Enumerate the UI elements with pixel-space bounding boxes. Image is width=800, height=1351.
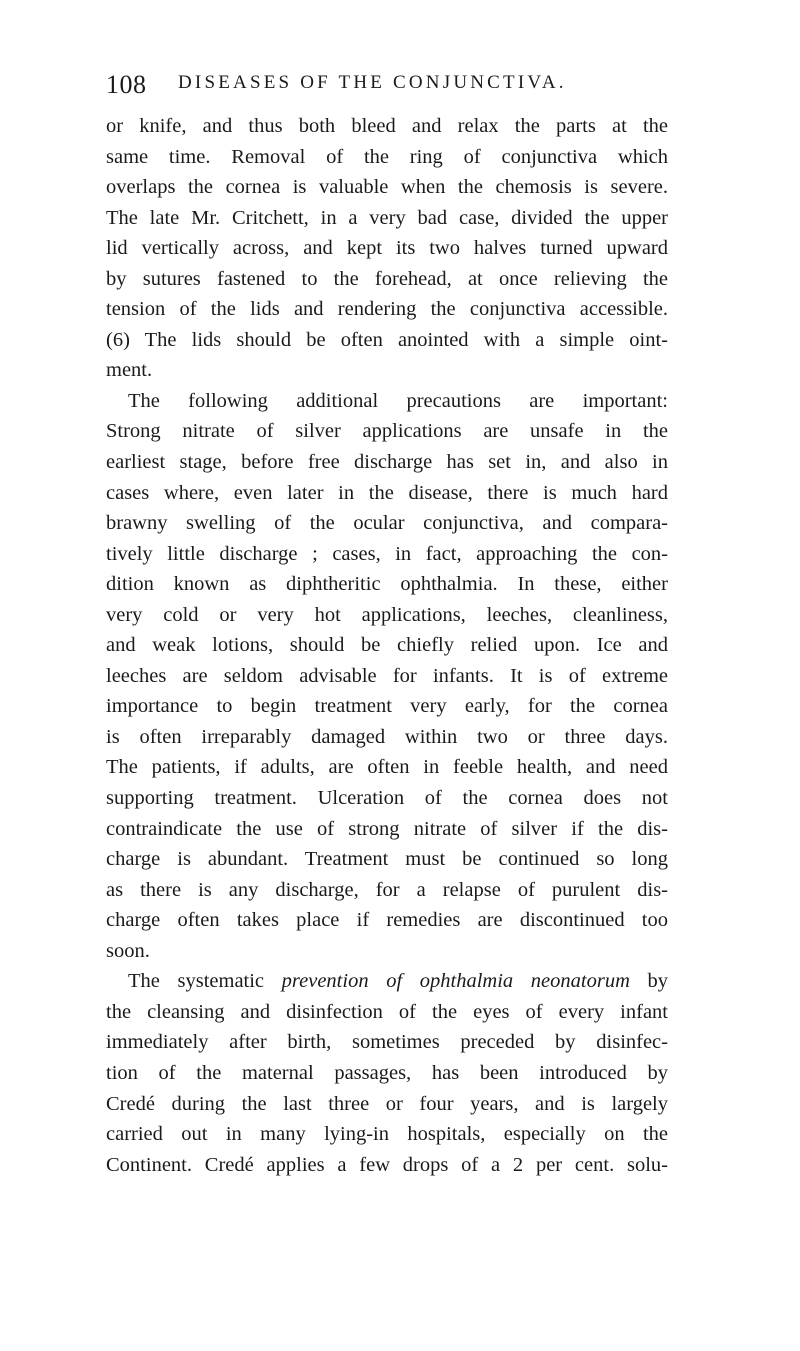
page-number: 108	[106, 70, 147, 99]
text-line: charge often takes place if remedies are discontinued too	[106, 909, 668, 932]
body-text	[106, 111, 668, 1180]
text-line: Credé during the last three or four years, and is largely	[106, 1092, 668, 1115]
text-line: brawny swelling of the ocular conjunctiva, and compara-	[106, 512, 668, 535]
text-line: carried out in many lying-in hospitals, especially on the	[106, 1123, 668, 1146]
text-line: same time. Removal of the ring of conjunctiva which	[106, 145, 668, 168]
text-line: lid vertically across, and kept its two halves turned upward	[106, 237, 668, 260]
running-title: DISEASES OF THE CONJUNCTIVA.	[178, 72, 567, 93]
text-segment: The systematic	[128, 970, 282, 993]
text-line: Strong nitrate of silver applications are unsafe in the	[106, 420, 668, 443]
text-line: supporting treatment. Ulceration of the cornea does not	[106, 787, 668, 810]
text-line: The patients, if adults, are often in feeble health, and need	[106, 756, 668, 779]
text-line: the cleansing and disinfection of the eyes of every infant	[106, 1000, 668, 1023]
text-line: or knife, and thus both bleed and relax the parts at the	[106, 115, 668, 137]
text-line: as there is any discharge, for a relapse of purulent dis-	[106, 878, 668, 901]
text-line: by sutures fastened to the forehead, at once relieving the	[106, 267, 668, 290]
text-line: leeches are seldom advisable for infants. It is of extreme	[106, 664, 668, 687]
text-line: The late Mr. Critchett, in a very bad case, divided the upper	[106, 206, 668, 229]
text-line: (6) The lids should be often anointed with a simple oint-	[106, 328, 668, 351]
text-line: The following additional precautions are important:	[128, 389, 668, 412]
text-line: tion of the maternal passages, has been introduced by	[106, 1061, 668, 1084]
text-line: soon.	[106, 939, 150, 962]
text-line: very cold or very hot applications, leeches, cleanliness,	[106, 603, 668, 626]
text-line: immediately after birth, sometimes preceded by disinfec-	[106, 1031, 668, 1054]
text-line: dition known as diphtheritic ophthalmia. In these, either	[106, 573, 668, 596]
text-line: and weak lotions, should be chiefly relied upon. Ice and	[106, 634, 668, 657]
text-line: charge is abundant. Treatment must be continued so long	[106, 848, 668, 871]
text-line: contraindicate the use of strong nitrate of silver if the dis-	[106, 817, 668, 840]
text-line: ment.	[106, 359, 153, 382]
text-line: is often irreparably damaged within two or three days.	[106, 725, 668, 748]
text-line: tively little discharge ; cases, in fact, approaching the con-	[106, 542, 668, 565]
text-line: importance to begin treatment very early, for the cornea	[106, 695, 668, 718]
text-line: cases where, even later in the disease, there is much hard	[106, 481, 668, 504]
running-head	[106, 70, 666, 106]
text-segment: by	[629, 970, 669, 993]
text-line: tension of the lids and rendering the conjunctiva accessible.	[106, 298, 668, 321]
text-line: Continent. Credé applies a few drops of a 2 per cent. solu-	[106, 1153, 668, 1176]
text-line: overlaps the cornea is valuable when the chemosis is severe.	[106, 176, 668, 199]
text-line	[106, 966, 668, 997]
text-line: earliest stage, before free discharge has set in, and also in	[106, 451, 668, 474]
italic-term: prevention of ophthalmia neonatorum	[281, 970, 630, 993]
